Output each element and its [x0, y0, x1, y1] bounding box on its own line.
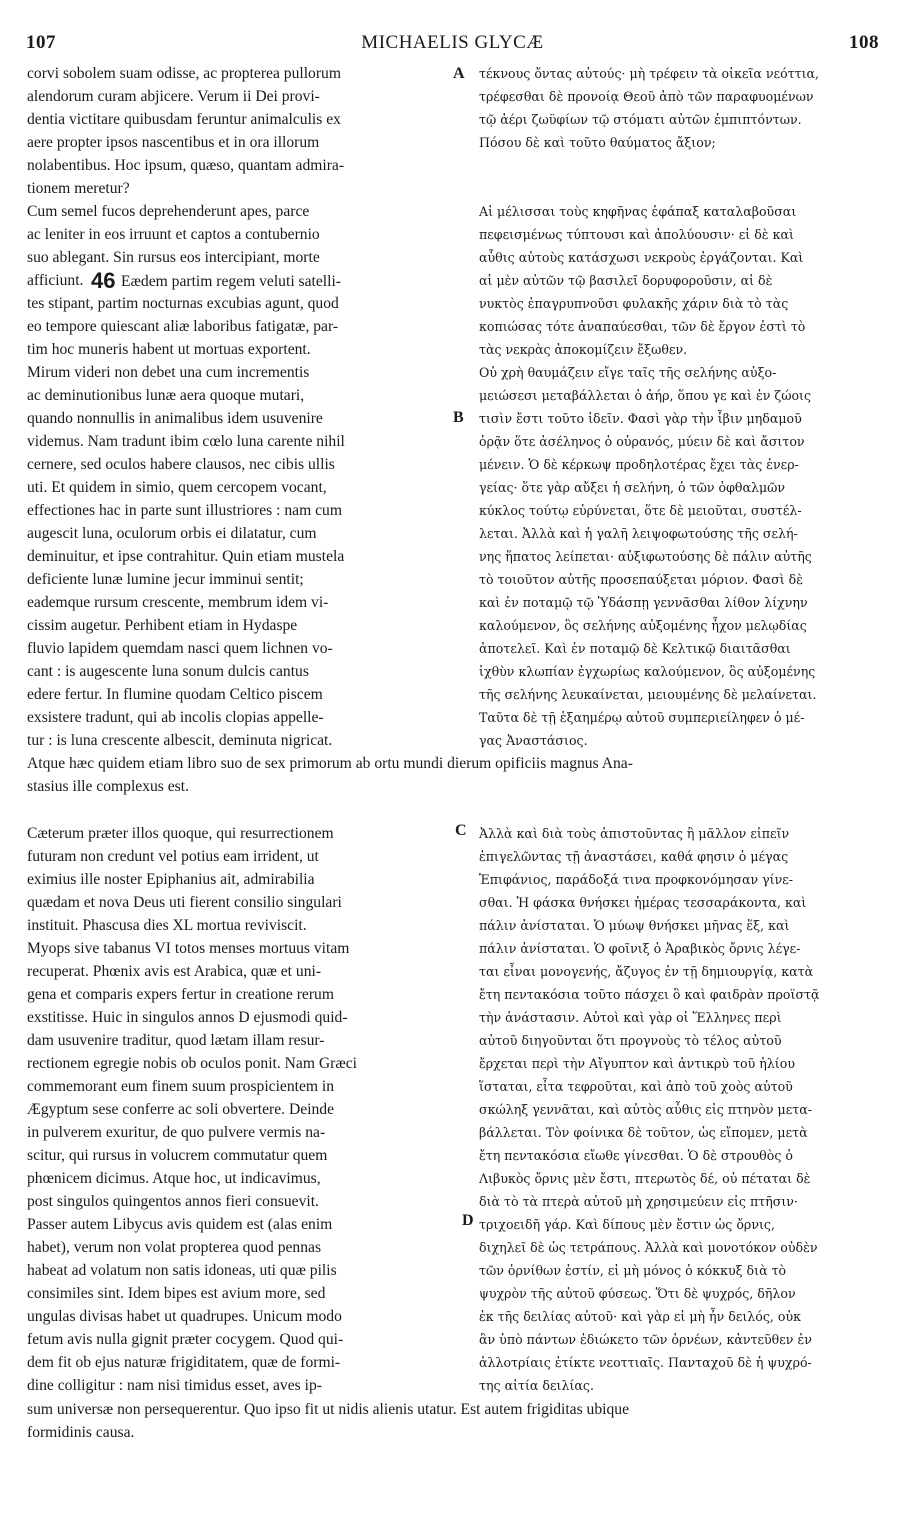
greek-text-line: γείας· ὅτε γὰρ αὔξει ἡ σελήνη, ὁ τῶν ὀφθαλμῶν [479, 480, 786, 495]
section-number: 46 [91, 268, 116, 293]
greek-text-line: τὸ τοιοῦτον αὐτῆς προσεπαύξεται μόριον. Φασὶ δὲ [479, 572, 803, 587]
greek-text-line: ἵσταται, εἶτα τεφροῦται, καὶ ἀπὸ τοῦ χοὸς αὐτοῦ [479, 1079, 793, 1094]
latin-text-line: in pulverem exuritur, de quo pulvere vermis na- [27, 1124, 326, 1141]
marker-a: A [453, 65, 465, 82]
greek-text-line: αἱ μὲν αὐτῶν τῷ βασιλεῖ δορυφοροῦσιν, αἱ δὲ [479, 273, 773, 288]
greek-text-line [479, 154, 883, 177]
latin-text-line: commemorant eum finem suum prospicientem in [27, 1078, 335, 1095]
greek-text-line: διὰ τὸ τὰ πτερὰ αὐτοῦ μὴ χρησιμεύειν εἰς πτῆσιν· [479, 1194, 798, 1209]
latin-text-line: Myops sive tabanus VI totos menses mortuus vitam [27, 940, 350, 957]
last-line: formidinis causa. [27, 1424, 135, 1441]
latin-text-line: deficiente lunæ lumine jecur imminui sentit; [27, 571, 304, 588]
greek-text-line: αὐτοῦ διηγοῦνται ὅτι προγνοὺς τὸ τέλος αὐτοῦ [479, 1033, 782, 1048]
latin-text-line: uti. Et quidem in simio, quem cercopem vocant, [27, 479, 327, 496]
latin-text-line: fluvio lapidem quemdam nasci quem lichnen vo- [27, 640, 333, 657]
wide-text-line: stasius ille complexus est. [27, 778, 189, 795]
greek-text-line: πάλιν ἀνίσταται. Ὁ φοῖνιξ ὁ Ἀραβικὸς ὄρνις λέγε- [479, 941, 801, 956]
greek-text-line: ἔτη πεντακόσια τοῦτο πάσχει ὃ καὶ φαιδρὰν προϊστᾷ [479, 987, 820, 1002]
latin-text-line: tes stipant, partim nocturnas excubias agunt, quod [27, 295, 339, 312]
latin-text-line: edere fertur. In flumine quodam Celtico piscem [27, 686, 323, 703]
greek-text-line: κοπιώσας τότε ἀναπαύεσθαι, τῶν δὲ ἔργον ἐστὶ τὸ [479, 319, 806, 334]
latin-text-line: futuram non credunt vel potius eam irrident, ut [27, 848, 319, 865]
latin-text-line: post singulos quingentos annos fieri consuevit. [27, 1193, 319, 1210]
greek-text-line: Πόσου δὲ καὶ τοῦτο θαύματος ἄξιον; [479, 135, 716, 150]
greek-text-line: ἀλλοτρίαις ἐτίκτε νεοττιαῖς. Πανταχοῦ δὲ ἡ ψυχρό- [479, 1355, 812, 1370]
greek-text-line: ἔρχεται περὶ τὴν Αἴγυπτον καὶ ἀντικρὺ τοῦ ἡλίου [479, 1056, 795, 1071]
greek-text-line: βάλλεται. Τὸν φοίνικα δὲ τοῦτον, ὡς εἴπομεν, μετὰ [479, 1125, 808, 1140]
latin-section-continuation: Eædem partim regem veluti satelli- [121, 273, 341, 290]
latin-text-line: phœnicem dicimus. Atque hoc, ut indicavimus, [27, 1170, 321, 1187]
latin-text-line: ungulas divisas habet ut quadrupes. Unicum modo [27, 1308, 342, 1325]
greek-text-line: σθαι. Ἡ φάσκα θνήσκει ἡμέρας τεσσαράκοντα, καὶ [479, 895, 807, 910]
greek-text-line: ὁρᾷν ὅτε ἀσέληνος ὁ οὐρανός, μύειν δὲ καὶ ἄσιτον [479, 434, 805, 449]
greek-text-line: μένειν. Ὁ δὲ κέρκωψ προδηλοτέρας ἔχει τὰς ἐνερ- [479, 457, 799, 472]
latin-text-line: deminuitur, et ipse contrahitur. Quin etiam mustela [27, 548, 345, 565]
full-width-paragraph [27, 752, 885, 798]
latin-text-line: scitur, qui rursus in volucrem commutatur quem [27, 1147, 328, 1164]
greek-text-line: τὴν ἀνάστασιν. Αὐτοὶ καὶ γὰρ οἱ Ἕλληνες περὶ [479, 1010, 782, 1025]
latin-text-line: effectiones hac in parte sunt illustriores : nam cum [27, 502, 342, 519]
greek-text-line: πεφεισμένως τύπτουσι καὶ ἀπολύουσιν· εἰ δὲ καὶ [479, 227, 794, 242]
latin-text-line: alendorum curam abjicere. Verum ii Dei provi- [27, 88, 320, 105]
greek-text-line: ἐκ τῆς δειλίας αὐτοῦ· καὶ γὰρ εἰ μὴ ἦν δειλός, οὐκ [479, 1309, 802, 1324]
greek-text-line: Ἀλλὰ καὶ διὰ τοὺς ἀπιστοῦντας ἢ μᾶλλον εἰπεῖν [479, 826, 790, 841]
wide-text-line: Atque hæc quidem etiam libro suo de sex primorum ab ortu mundi dierum opificiis magnus Ana- [27, 755, 633, 772]
greek-text-line: ται εἶναι μονογενής, ἄζυγος ἐν τῇ δημιουργίᾳ, κατὰ [479, 964, 814, 979]
latin-text-line: videmus. Nam tradunt ibim cœlo luna carente nihil [27, 433, 345, 450]
latin-column-1 [27, 62, 463, 752]
greek-text-line: αὖθις αὐτοὺς κατάσχωσι νεκροὺς ἐργάζονται. Καὶ [479, 250, 804, 265]
latin-text-line: augescit luna, oculorum orbis ei dilatatur, cum [27, 525, 317, 542]
latin-text-line: Cum semel fucos deprehenderunt apes, parce [27, 203, 310, 220]
greek-text-line: ψυχρὸν τῆς αὐτοῦ φύσεως. Ὅτι δὲ ψυχρός, δῆλον [479, 1286, 796, 1301]
latin-text-line: cissim augetur. Perhibent etiam in Hydaspe [27, 617, 298, 634]
greek-text-line: καὶ ἐν ποταμῷ τῷ Ὑδάσπῃ γεννᾶσθαι λίθον λίχνην [479, 595, 808, 610]
greek-text-line: ἂν ὑπὸ πάντων ἐδιώκετο τῶν ὀρνέων, κἀντεῦθεν ἐν [479, 1332, 812, 1347]
latin-text-line: suo ablegant. Sin rursus eos intercipiant, morte [27, 249, 320, 266]
marker-c: C [455, 822, 467, 839]
greek-text-line: τισὶν ἔστι τοῦτο ἰδεῖν. Φασὶ γὰρ τὴν ἶβιν μηδαμοῦ [479, 411, 802, 426]
greek-text-line: τριχοειδῆ γάρ. Καὶ δίπους μὲν ἔστιν ὡς ὄρνις, [479, 1217, 775, 1232]
greek-text-line: πάλιν ἀνίσταται. Ὁ μύωψ θνήσκει μῆνας ἕξ, καὶ [479, 918, 790, 933]
latin-text-line: exstitisse. Huic in singulos annos D ejusmodi quid- [27, 1009, 348, 1026]
greek-text-line: ἰχθὺν κλωπίαν ἐγχωρίως καλούμενον, ὃς αὐξομένης [479, 664, 816, 679]
greek-text-line: τῷ ἀέρι ζωϋφίων τῷ στόματι αὐτῶν ἐμπιπτόντων. [479, 112, 802, 127]
greek-text-line: γας Ἀναστάσιος. [479, 733, 588, 748]
latin-text-line: quando nonnullis in animalibus idem usuvenire [27, 410, 323, 427]
latin-text-line: ac deminutionibus lunæ aera quoque mutari, [27, 387, 305, 404]
running-title: MICHAELIS GLYCÆ [361, 32, 544, 53]
latin-text-line: corvi sobolem suam odisse, ac propterea pullorum [27, 65, 341, 82]
greek-text-line: σκώληξ γεννᾶται, καὶ αὐτὸς αὖθις εἰς πτηνὸν μετα- [479, 1102, 812, 1117]
greek-text-line: μειώσεσι μεταβάλλεται ὁ ἀήρ, ὅπου γε καὶ ἐν ζώοις [479, 388, 812, 403]
latin-text-line: eo tempore quiescant aliæ laboribus fatigatæ, par- [27, 318, 339, 335]
greek-text-line: νης ἥπατος λείπεται· αὐξιφωτούσης δὲ πάλιν αὐτῆς [479, 549, 812, 564]
greek-text-line: κύκλος τούτῳ εὐρύνεται, ὅτε δὲ μειοῦται, συστέλ- [479, 503, 802, 518]
latin-text-line: recuperat. Phœnix avis est Arabica, quæ et uni- [27, 963, 322, 980]
latin-text-line: habet), verum non volat propterea quod pennas [27, 1239, 322, 1256]
latin-text-line: ac leniter in eos irruunt et captos a contubernio [27, 226, 320, 243]
greek-text-line: ἀποτελεῖ. Καὶ ἐν ποταμῷ δὲ Κελτικῷ διαιτᾶσθαι [479, 641, 791, 656]
greek-text-line: Ταῦτα δὲ τῇ ἑξαημέρῳ αὐτοῦ συμπεριείληφεν ὁ μέ- [479, 710, 805, 725]
latin-text-line: fetum avis nulla gignit præter cocygem. Quod qui- [27, 1331, 344, 1348]
greek-text-line: καλούμενον, ὃς σελήνης αὐξομένης ἦχον μελῳδίας [479, 618, 807, 633]
greek-text-line: νυκτὸς ἐπαγρυπνοῦσι φυλακῆς χάριν διὰ τὸ τὰς [479, 296, 789, 311]
latin-text-line: dine colligitur : nam nisi timidus esset, aves ip- [27, 1377, 322, 1394]
page-number-right: 108 [849, 32, 879, 53]
greek-text-line: διχηλεῖ δὲ ὡς τετράπους. Ἀλλὰ καὶ μονοτόκον οὐδὲν [479, 1240, 818, 1255]
latin-text-line: tur : is luna crescente albescit, deminuta nigricat. [27, 732, 333, 749]
page-header [26, 32, 879, 58]
greek-text-line: Αἱ μέλισσαι τοὺς κηφῆνας ἐφάπαξ καταλαβοῦσαι [479, 204, 797, 219]
latin-text-line: dem fit ob ejus naturæ frigiditatem, quæ de formi- [27, 1354, 341, 1371]
latin-text-line: consimiles sint. Idem bipes est avium more, sed [27, 1285, 326, 1302]
latin-text-line: aere propter ipsos nascentibus et in ora illorum [27, 134, 320, 151]
latin-text-line: dentia victitare quibusdam feruntur animalculis ex [27, 111, 341, 128]
latin-text-line: rectionem egregie nobis ob oculos ponit. Nam Græci [27, 1055, 357, 1072]
greek-text-line: της αἰτία δειλίας. [479, 1378, 594, 1393]
greek-text-line: Οὐ χρὴ θαυμάζειν εἴγε ταῖς τῆς σελήνης αὐξο- [479, 365, 777, 380]
latin-text-line: gena et comparis expers fertur in creatione rerum [27, 986, 334, 1003]
greek-text-line: λεται. Ἀλλὰ καὶ ἡ γαλῆ λειψοφωτούσης τῆς σελή- [479, 526, 798, 541]
latin-text-line: quædam et nova Deus uti fierent consilio singulari [27, 894, 342, 911]
greek-column-1 [479, 62, 883, 752]
latin-text-line: cernere, sed oculos habere clausos, nec cibis ullis [27, 456, 335, 473]
greek-text-line: τρέφεσθαι δὲ προνοίᾳ Θεοῦ ἀπὸ τῶν παραφυομένων [479, 89, 814, 104]
latin-text-line: afficiunt. [27, 272, 84, 289]
latin-text-line: Passer autem Libycus avis quidem est (alas enim [27, 1216, 333, 1233]
greek-text-line [479, 177, 883, 200]
latin-text-line: eximius ille noster Epiphanius ait, admirabilia [27, 871, 315, 888]
greek-text-line: ἐπιγελῶντας τῇ ἀναστάσει, καθά φησιν ὁ μέγας [479, 849, 789, 864]
latin-text-line: cant : is augescente luna sonum dulcis cantus [27, 663, 309, 680]
greek-text-line: τῶν ὀρνίθων ἐστίν, εἰ μὴ μόνος ὁ κόκκυξ διὰ τὸ [479, 1263, 787, 1278]
greek-text-line: τὰς νεκρὰς ἀποκομίζειν ἔξωθεν. [479, 342, 688, 357]
greek-text-line: τῆς σελήνης λευκαίνεται, μειουμένης δὲ μελαίνεται. [479, 687, 817, 702]
greek-text-line: Λιβυκὸς ὄρνις μὲν ἔστι, πτερωτὸς δέ, οὐ πέταται δὲ [479, 1171, 811, 1186]
latin-text-line: tionem meretur? [27, 180, 130, 197]
greek-text-line: τέκνους ὄντας αὐτούς· μὴ τρέφειν τὰ οἰκεῖα νεόττια, [479, 66, 820, 81]
latin-text-line: Ægyptum sese conferre ac soli obvertere. Deinde [27, 1101, 334, 1118]
latin-text-line: exsistere tradunt, qui ab incolis clopias appelle- [27, 709, 324, 726]
full-width-final-line: sum universæ non persequerentur. Quo ipso fit ut nidis alienis utatur. Est autem frigiditas ubique [27, 1401, 630, 1418]
latin-text-line: dam usuvenire traditur, quod lætam illam resur- [27, 1032, 325, 1049]
greek-text-line: ἔτη πεντακόσια εἴωθε γίνεσθαι. Ὁ δὲ στρουθὸς ὁ [479, 1148, 793, 1163]
latin-text-line: habeat ad volatum non satis idoneas, uti quæ pilis [27, 1262, 337, 1279]
latin-column-2 [27, 822, 463, 1397]
marker-b: B [453, 409, 464, 426]
latin-text-line: Mirum videri non debet una cum incrementis [27, 364, 310, 381]
marker-d: D [462, 1212, 474, 1229]
page-number-left: 107 [26, 32, 56, 53]
latin-text-line: Cæterum præter illos quoque, qui resurrectionem [27, 825, 334, 842]
latin-text-line: eademque rursum crescente, membrum idem vi- [27, 594, 329, 611]
latin-text-line: instituit. Phascusa dies XL mortua reviviscit. [27, 917, 307, 934]
latin-text-line: tim hoc muneris habent ut mortuas exportent. [27, 341, 311, 358]
latin-text-line: nolabentibus. Hoc ipsum, quæso, quantam admira- [27, 157, 345, 174]
greek-column-2 [479, 822, 883, 1397]
greek-text-line: Ἐπιφάνιος, παράδοξά τινα προφκονόμησαν γίνε- [479, 872, 794, 887]
